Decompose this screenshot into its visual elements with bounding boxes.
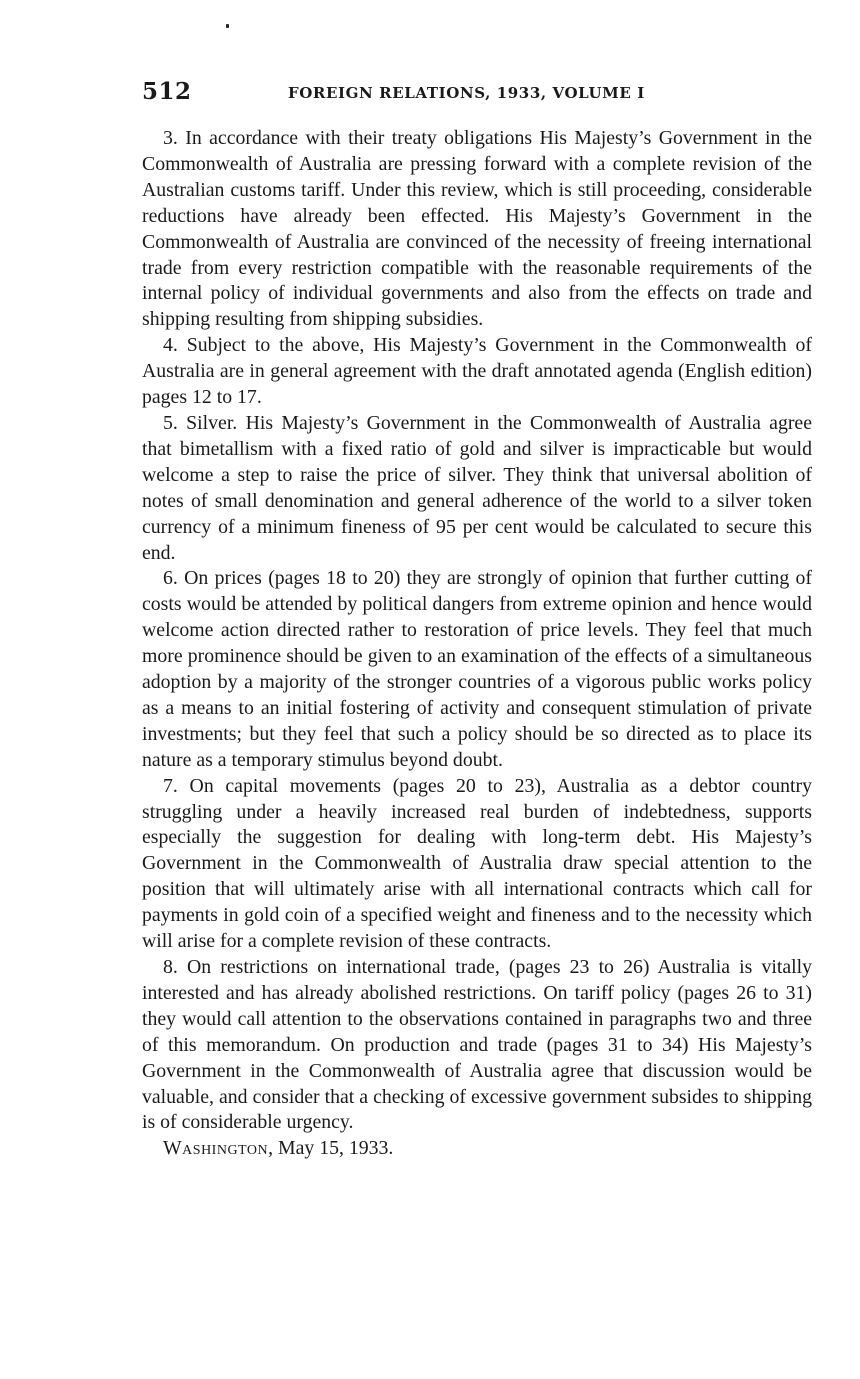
paragraph-3: 3. In accordance with their treaty obligations His Majesty’s Government in the Commonwealth of Australia are pressing forward with a complete revision of the Australian customs tariff. Under this review, which is still proceeding, considerable reductions have already been effected. His Majesty’s Government in the Commonwealth of Australia are convinced of the necessity of freeing international trade from every restriction compatible with the reasonable requirements of the internal policy of individual governments and also from the effects on trade and shipping resulting from shipping subsidies. (142, 127, 812, 331)
paragraph-8: 8. On restrictions on international trade, (pages 23 to 26) Australia is vitally interested and has already abolished restrictions. On tariff policy (pages 26 to 31) they would call attention to the observations contained in paragraphs two and three of this memorandum. On production and trade (pages 31 to 34) His Majesty’s Government in the Commonwealth of Australia agree that discussion would be valuable, and consider that a checking of excessive government subsides to shipping is of considerable urgency. (142, 956, 812, 1134)
page-number: 512 (142, 78, 192, 105)
paragraph-5: 5. Silver. His Majesty’s Government in the Commonwealth of Australia agree that bimetallism with a fixed ratio of gold and silver is impracticable but would welcome a step to raise the price of silver. They think that universal abolition of notes of small denomination and general adherence of the world to a silver token currency of a minimum fineness of 95 per cent would be calculated to secure this end. (142, 411, 812, 564)
body-text (142, 126, 812, 1162)
signature-date: , May 15, 1933. (268, 1137, 394, 1160)
paragraph-6: 6. On prices (pages 18 to 20) they are strongly of opinion that further cutting of costs would be attended by political dangers from extreme opinion and hence would welcome action directed rather to restoration of price levels. They feel that much more prominence should be given to an examination of the effects of a simultaneous adoption by a majority of the stronger countries of a vigorous public works policy as a means to an initial fostering of activity and consequent stimulation of private investments; but they feel that such a policy should be so directed as to place its nature as a temporary stimulus beyond doubt. (142, 567, 812, 771)
print-speck (226, 24, 229, 28)
signature-place: Washington (163, 1137, 269, 1160)
signature-line (142, 1136, 812, 1162)
running-head: FOREIGN RELATIONS, 1933, VOLUME I (288, 84, 645, 102)
paragraph-4: 4. Subject to the above, His Majesty’s Government in the Commonwealth of Australia are in general agreement with the draft annotated agenda (English edition) pages 12 to 17. (142, 334, 812, 409)
document-page (142, 78, 812, 1162)
page-header (142, 78, 812, 110)
paragraph-7: 7. On capital movements (pages 20 to 23), Australia as a debtor country struggling under a heavily increased real burden of indebtedness, supports especially the suggestion for dealing with long-term debt. His Majesty’s Government in the Commonwealth of Australia draw special attention to the position that will ultimately arise with all international contracts which call for payments in gold coin of a specified weight and fineness and to the necessity which will arise for a complete revision of these contracts. (142, 774, 812, 953)
